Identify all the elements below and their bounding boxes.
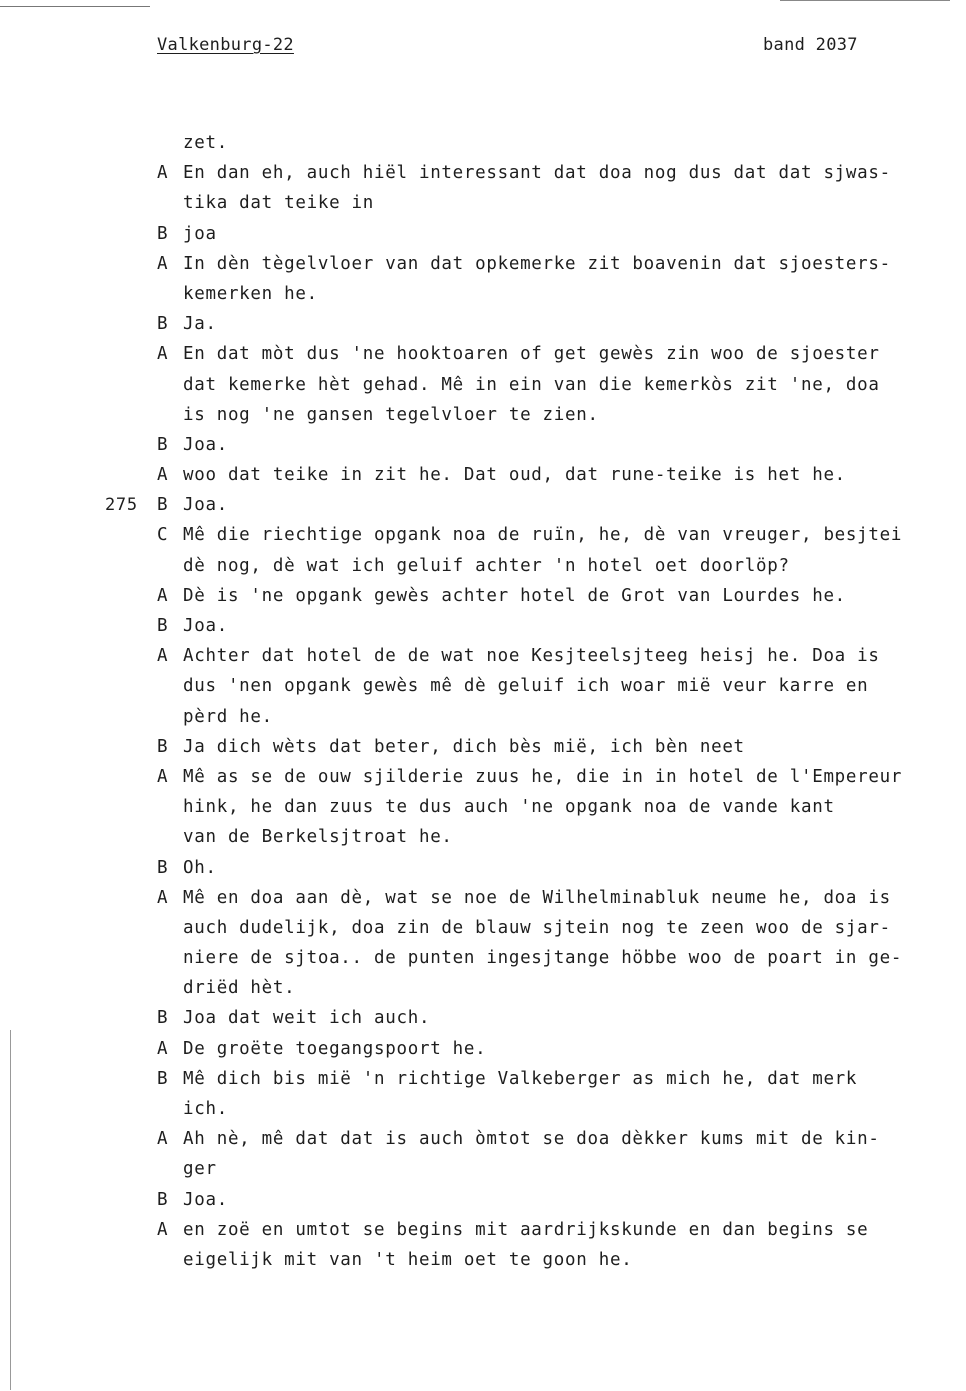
speaker-label: A [157,253,169,274]
transcript-line [157,732,957,762]
line-text: auch dudelijk, doa zin de blauw sjtein nog te zeen woo de sjar- [183,917,891,938]
line-text: Joa. [183,495,228,516]
line-text: ger [183,1159,217,1180]
transcript-line [157,702,957,732]
line-text: hink, he dan zuus te dus auch 'ne opgank noa de vande kant [183,797,835,818]
speaker-label: A [157,163,169,184]
document-title: Valkenburg-22 [157,35,294,55]
transcript-line [157,370,957,400]
line-text: Ah nè, mê dat dat is auch òmtot se doa dèkker kums mit de kin- [183,1129,880,1150]
speaker-label: B [157,1068,169,1089]
transcript-line [157,1245,957,1275]
line-text: joa [183,223,217,244]
transcript-line [157,611,957,641]
speaker-label: A [157,646,169,667]
speaker-label: B [157,223,169,244]
speaker-label: B [157,736,169,757]
transcript-line [157,339,957,369]
line-text: en zoë en umtot se begins mit aardrijkskunde en dan begins se [183,1219,869,1240]
transcript-line [157,792,957,822]
transcript-line [157,762,957,792]
speaker-label: B [157,857,169,878]
line-text: eigelijk mit van 't heim oet te goon he. [183,1249,633,1270]
transcript-line [157,128,957,158]
transcript-line [157,1124,957,1154]
left-margin-rule [10,1030,11,1390]
line-text: Oh. [183,857,217,878]
transcript-line [157,1215,957,1245]
line-text: van de Berkelsjtroat he. [183,827,453,848]
speaker-label: B [157,495,169,516]
transcript-line [157,1003,957,1033]
speaker-label: A [157,1038,169,1059]
transcript-line [157,883,957,913]
transcript-line [157,1094,957,1124]
line-text: Mê die riechtige opgank noa de ruïn, he, dè van vreuger, besjtei [183,525,903,546]
transcript-line [157,309,957,339]
tape-number: band 2037 [763,35,858,55]
line-text: niere de sjtoa.. de punten ingesjtange höbbe woo de poart in ge- [183,948,903,969]
line-text: dè nog, dè wat ich geluif achter 'n hotel oet doorlöp? [183,555,790,576]
top-rule-right [780,0,950,1]
transcript-line [157,1034,957,1064]
transcript-line [157,1185,957,1215]
line-text: Joa. [183,434,228,455]
line-text: zet. [183,133,228,153]
speaker-label: A [157,1219,169,1240]
transcript-line [157,671,957,701]
line-text: Joa dat weit ich auch. [183,1008,431,1029]
transcript-line [157,460,957,490]
transcript-line [157,400,957,430]
transcript-body [105,128,957,1275]
transcript-line [157,822,957,852]
line-text: ich. [183,1099,228,1119]
line-text: kemerken he. [183,283,318,304]
line-text: Achter dat hotel de de wat noe Kesjteelsjteeg heisj he. Doa is [183,646,880,667]
transcript-line [157,913,957,943]
transcript-line [157,641,957,671]
line-text: pèrd he. [183,706,273,727]
line-text: tika dat teike in [183,193,375,214]
speaker-label: B [157,1008,169,1029]
transcript-line [157,551,957,581]
speaker-label: C [157,525,169,546]
speaker-label: B [157,616,169,636]
line-text: Joa. [183,616,228,636]
transcript-line [157,581,957,611]
transcript-line [157,249,957,279]
speaker-label: B [157,314,169,335]
line-text: is nog 'ne gansen tegelvloer te zien. [183,404,599,425]
transcript-line [157,158,957,188]
transcript-line [157,520,957,550]
speaker-label: A [157,344,169,365]
speaker-label: A [157,887,169,908]
line-text: In dèn tègelvloer van dat opkemerke zit boavenin dat sjoesters- [183,253,891,274]
line-text: Joa. [183,1189,228,1210]
line-text: dus 'nen opgank gewès mê dè geluif ich woar mië veur karre en [183,676,869,697]
line-text: dat kemerke hèt gehad. Mê in ein van die kemerkòs zit 'ne, doa [183,374,880,395]
line-text: En dan eh, auch hiël interessant dat doa nog dus dat dat sjwas- [183,163,891,184]
line-text: Dè is 'ne opgank gewès achter hotel de Grot van Lourdes he. [183,585,846,606]
transcript-line [157,279,957,309]
line-text: En dat mòt dus 'ne hooktoaren of get gewès zin woo de sjoester [183,344,880,365]
transcript-line [157,1154,957,1184]
speaker-label: B [157,434,169,455]
line-text: Ja dich wèts dat beter, dich bès mië, ich bèn neet [183,736,745,757]
transcript-line [105,490,957,520]
line-text: woo dat teike in zit he. Dat oud, dat rune-teike is het he. [183,465,846,486]
transcript-line [157,430,957,460]
speaker-label: B [157,1189,169,1210]
transcript-line [157,1064,957,1094]
transcript-line [157,943,957,973]
speaker-label: A [157,465,169,486]
line-text: driëd hèt. [183,978,296,999]
line-text: De groëte toegangspoort he. [183,1038,487,1059]
line-text: Mê as se de ouw sjilderie zuus he, die in in hotel de l'Empereur [183,766,903,787]
line-text: Mê dich bis mië 'n richtige Valkeberger as mich he, dat merk [183,1068,858,1089]
speaker-label: A [157,766,169,787]
top-rule-left [0,6,150,7]
speaker-label: A [157,585,169,606]
line-text: Ja. [183,314,217,335]
transcript-line [157,219,957,249]
transcript-line [157,973,957,1003]
line-text: Mê en doa aan dè, wat se noe de Wilhelminabluk neume he, doa is [183,887,891,908]
speaker-label: A [157,1129,169,1150]
transcript-line [157,853,957,883]
transcript-line [157,188,957,218]
margin-line-number: 275 [105,495,138,516]
